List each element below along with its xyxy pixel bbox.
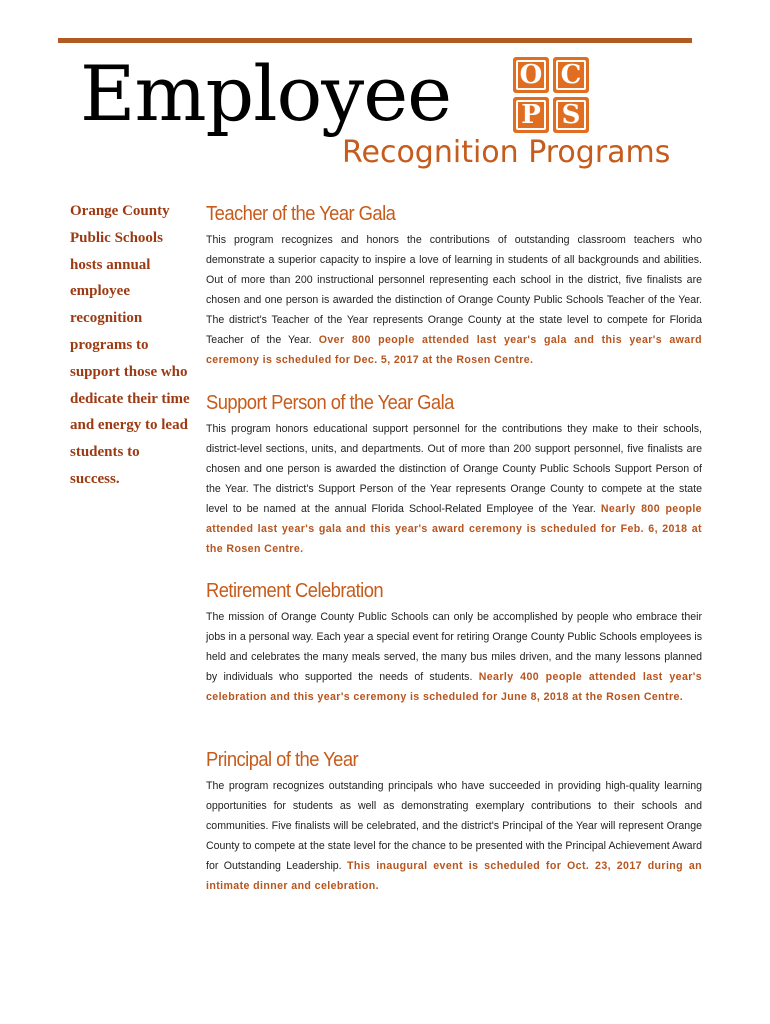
section-highlight: Over 800 people attended last year's gala and this year's award ceremony is scheduled for Dec. 5, 2017 at the Rosen Centre. [206, 334, 702, 366]
logo-tile-s [553, 97, 589, 133]
section-highlight: This inaugural event is scheduled for Oct. 23, 2017 during an intimate dinner and celebration. [206, 860, 702, 892]
section-body [206, 230, 702, 370]
section-text: This program honors educational support personnel for the contributions they make to their schools, district-level sections, units, and departments. Out of more than 200 support personnel, five finalists are chosen and one person is awarded the distinction of Orange County Public Schools Support Person of the Year. The district's Support Person of the Year represents Orange County to compete at the state level to be named at the annual Florida School-Related Employee of the Year. [206, 423, 702, 515]
section-body [206, 419, 702, 559]
section-text: This program recognizes and honors the contributions of outstanding classroom teachers who demonstrate a superior capacity to inspire a love of learning in students of all backgrounds and abilities. Out of more than 200 instructional personnel representing each school in the district, five finalists are chosen and one person is awarded the distinction of Orange County Public Schools Teacher of the Year. The district's Teacher of the Year represents Orange County at the state level to compete for Florida Teacher of the Year. [206, 234, 702, 346]
section-heading: Principal of the Year [206, 749, 359, 771]
ocps-logo [513, 57, 589, 133]
section-highlight: Nearly 800 people attended last year's gala and this year's award ceremony is scheduled for Feb. 6, 2018 at the Rosen Centre. [206, 503, 702, 555]
section-heading: Support Person of the Year Gala [206, 392, 454, 414]
logo-letter: S [561, 100, 581, 130]
section-text: The program recognizes outstanding principals who have succeeded in providing high-quality learning opportunities for students as well as demonstrating exemplary contributions to their schools and communities. Five finalists will be celebrated, and the district's Principal of the Year will represent Orange County to compete at the state level for the chance to be presented with the Principal Achievement Award for Outstanding Leadership. [206, 780, 702, 872]
sidebar-intro: Orange County Public Schools hosts annual employee recognition programs to support those who dedicate their time and energy to lead students to success. [70, 203, 190, 487]
section-body [206, 776, 702, 896]
logo-letter: C [560, 60, 582, 90]
logo-tile-p [513, 97, 549, 133]
page-title: Employee [80, 49, 452, 138]
page-subtitle: Recognition Programs [342, 135, 671, 170]
section-heading: Teacher of the Year Gala [206, 203, 396, 225]
section-retirement-celebration [206, 577, 702, 707]
logo-letter: O [519, 60, 543, 90]
section-teacher-of-the-year [206, 200, 702, 370]
section-principal-of-the-year [206, 746, 702, 896]
section-text: The mission of Orange County Public Schools can only be accomplished by people who embrace their jobs in a personal way. Each year a special event for retiring Orange County Public Schools employees is held and celebrates the many meals served, the many bus miles driven, and the many lessons planned by individuals who supported the needs of students. [206, 611, 702, 683]
logo-tile-c [553, 57, 589, 93]
section-highlight: Nearly 400 people attended last year's celebration and this year's ceremony is scheduled for June 8, 2018 at the Rosen Centre. [206, 671, 703, 703]
logo-tile-o [513, 57, 549, 93]
section-body [206, 607, 702, 707]
logo-letter: P [521, 100, 541, 130]
section-heading: Retirement Celebration [206, 580, 384, 602]
top-rule [58, 38, 692, 43]
section-support-person-of-the-year [206, 389, 702, 559]
